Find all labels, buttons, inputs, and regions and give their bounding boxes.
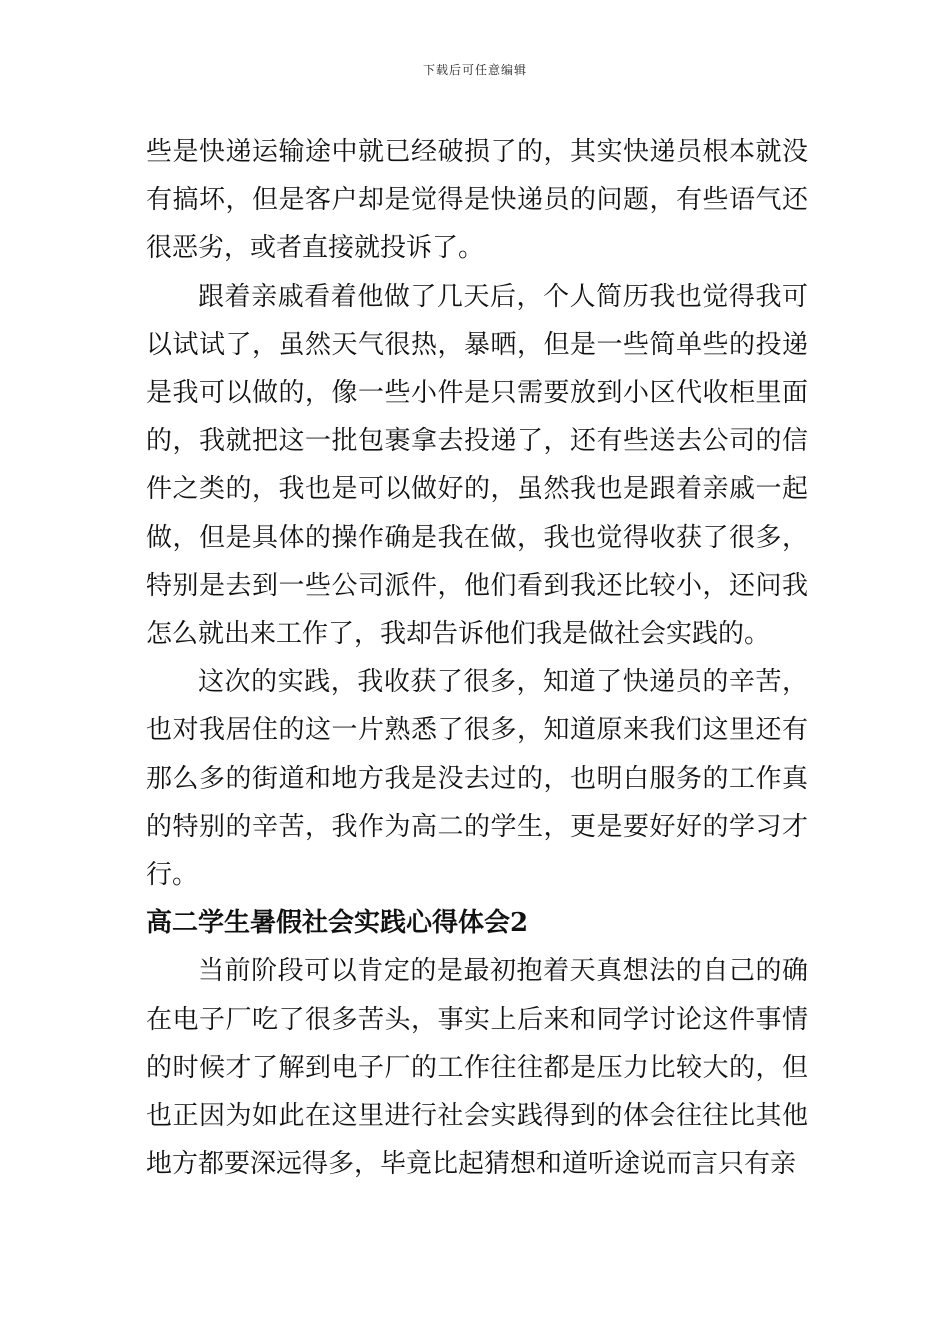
page-header: 下载后可任意编辑 xyxy=(422,63,527,77)
document-body xyxy=(146,128,808,1188)
paragraph: 这次的实践，我收获了很多，知道了快递员的辛苦，也对我居住的这一片熟悉了很多，知道原来我们这里还有那么多的街道和地方我是没去过的，也明白服务的工作真的特别的辛苦，我作为高二的学生，更是要好好的学习才行。 xyxy=(146,667,808,891)
paragraph-continuation: 些是快递运输途中就已经破损了的，其实快递员根本就没有搞坏，但是客户却是觉得是快递员的问题，有些语气还很恶劣，或者直接就投诉了。 xyxy=(146,137,808,264)
paragraph: 跟着亲戚看着他做了几天后，个人简历我也觉得我可以试试了，虽然天气很热，暴晒，但是一些简单些的投递是我可以做的，像一些小件是只需要放到小区代收柜里面的，我就把这一批包裹拿去投递了，还有些送去公司的信件之类的，我也是可以做好的，虽然我也是跟着亲戚一起做，但是具体的操作确是我在做，我也觉得收获了很多，特别是去到一些公司派件，他们看到我还比较小，还问我怎么就出来工作了，我却告诉他们我是做社会实践的。 xyxy=(146,281,808,650)
section-heading: 高二学生暑假社会实践心得体会2 xyxy=(146,908,529,939)
paragraph: 当前阶段可以肯定的是最初抱着天真想法的自己的确在电子厂吃了很多苦头，事实上后来和同学讨论这件事情的时候才了解到电子厂的工作往往都是压力比较大的，但也正因为如此在这里进行社会实践得到的体会往往比其他地方都要深远得多，毕竟比起猜想和道听途说而言只有亲 xyxy=(146,956,808,1180)
